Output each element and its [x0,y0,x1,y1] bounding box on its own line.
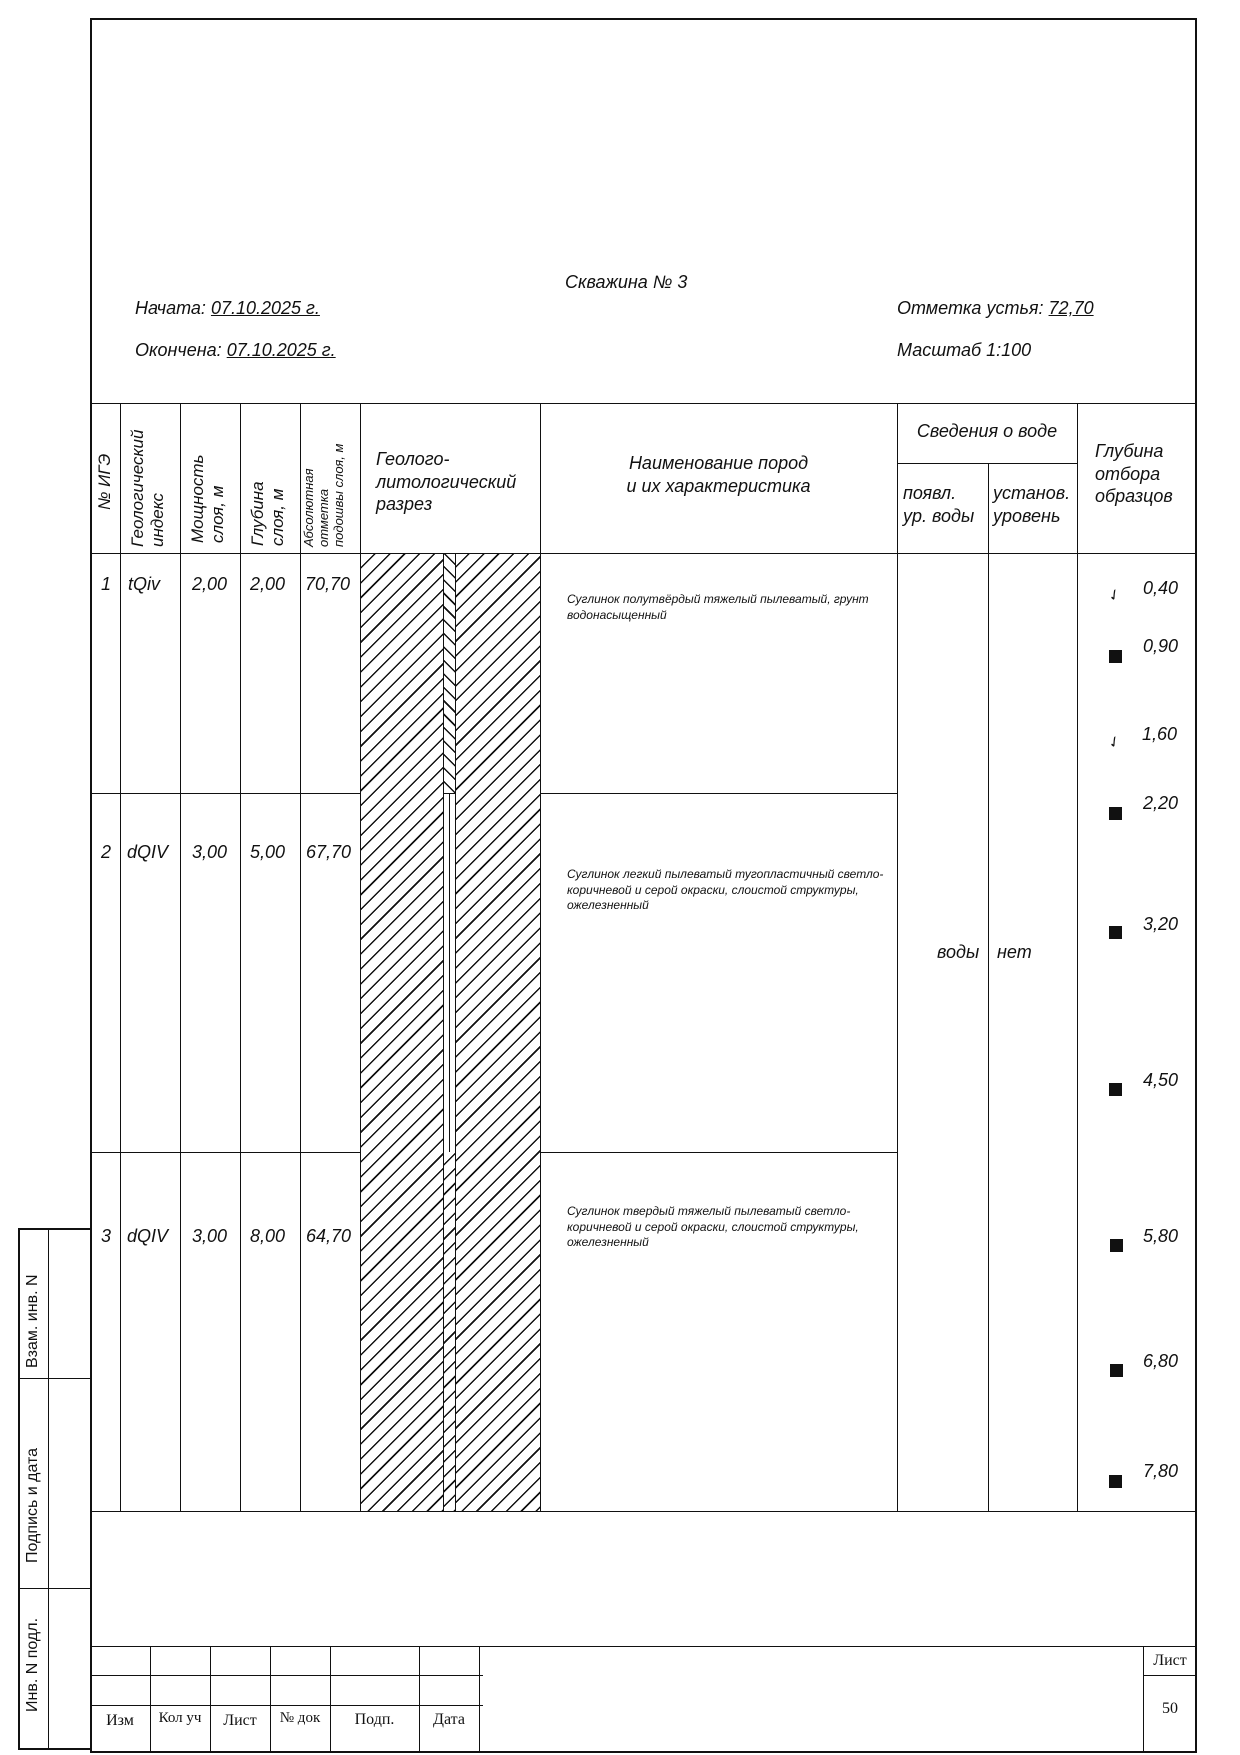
header-geo-index [128,430,167,547]
stamp-line [90,1705,483,1706]
row2-index: dQIV [127,842,169,862]
header-rock-name [540,452,897,497]
row3-index: dQIV [127,1226,169,1246]
header-sample-depth [1095,440,1173,508]
col-line [897,403,898,1511]
row3-depth: 8,00 [250,1226,286,1246]
monolith-sample-icon [1110,1239,1123,1252]
side-strip-line [18,1588,90,1589]
header-water-group: Сведения о воде [916,421,1058,441]
header-ige: № ИГЭ [95,453,114,510]
stamp-top-line [90,1646,1197,1647]
sample-depth: 2,20 [1143,793,1179,813]
col-line [240,403,241,1511]
orig-inv-label: Инв. N подл. [24,1617,41,1712]
stamp-col [330,1646,331,1753]
header-lithology [376,448,516,516]
col-line [1077,403,1078,1511]
finished-value: 07.10.2025 г. [226,340,336,360]
header-water-set [993,482,1070,527]
monolith-sample-icon [1110,1364,1123,1377]
sample-depth: 3,20 [1143,914,1179,934]
header-line: Мощность [188,454,207,543]
monolith-sample-icon [1109,650,1122,663]
row2-description: Суглинок легкий пылеватый тугопластичный светло-коричневой и серой окраски, слоистой структуры, ожелезненный [567,867,884,913]
lithology-strip-center [449,793,450,1152]
stamp-col [210,1646,211,1753]
sign-date-label: Подпись и дата [24,1447,41,1563]
header-line: и их характеристика [626,475,811,496]
stamp-col [150,1646,151,1753]
col-line [988,463,989,1511]
row3-abs: 64,70 [306,1226,352,1246]
scale-label: Масштаб 1:100 [897,340,1032,360]
water-set-value: нет [997,942,1032,962]
header-line: Глубина [248,481,267,546]
monolith-sample-icon [1109,1475,1122,1488]
lithology-hatch-right [455,554,540,1511]
row1-depth: 2,00 [250,574,286,594]
header-abs-mark [302,444,347,547]
stamp-col [479,1646,480,1753]
sheet-number: 50 [1162,1700,1178,1717]
sample-depth: 4,50 [1143,1070,1179,1090]
row2-abs: 67,70 [306,842,352,862]
stamp-col-izm: Изм [106,1712,134,1729]
col-line [300,403,301,1511]
row1-thickness: 2,00 [192,574,228,594]
sample-depth: 0,90 [1143,636,1179,656]
header-line: слоя, м [207,485,227,543]
water-appear-value: воды [937,942,980,962]
row3-ige: 3 [101,1226,112,1246]
header-line: ур. воды [903,505,975,526]
water-header-divider [897,463,1077,464]
table-top-line [90,403,1197,404]
sample-depth: 6,80 [1143,1351,1179,1371]
monolith-sample-icon [1109,926,1122,939]
stamp-col [419,1646,420,1753]
header-line: Геологический [128,429,147,547]
mouth-label: Отметка устья: [897,298,1044,318]
row3-description: Суглинок твердый тяжелый пылеватый светло-коричневой и серой окраски, слоистой структуры, ожелезненный [567,1204,859,1250]
row1-description: Суглинок полутвёрдый тяжелый пылеватый, грунт водонасыщенный [567,592,869,622]
header-depth [248,481,287,546]
header-line: появл. [903,483,957,503]
lithology-strip-layer3 [443,1152,455,1511]
stamp-line [1143,1675,1197,1676]
header-line: отбора [1095,463,1161,484]
stamp-col-sign: Подп. [354,1711,395,1728]
sample-depth: 1,60 [1142,724,1178,744]
row2-depth: 5,00 [250,842,286,862]
started-value: 07.10.2025 г. [210,298,320,318]
stamp-col-list: Лист [223,1712,257,1729]
header-line: уровень [993,505,1061,526]
header-line: Наименование пород [628,453,809,473]
sample-depth: 7,80 [1143,1461,1179,1481]
header-line: разрез [376,494,433,514]
lithology-strip-line [443,554,444,1511]
stamp-line [90,1675,483,1676]
mouth-mark-line [897,298,1094,319]
row3-thickness: 3,00 [192,1226,228,1246]
header-line: слоя, м [267,488,287,546]
borehole-title: Скважина № 3 [565,272,688,292]
header-line: установ. [993,483,1071,503]
header-line: подошвы слоя, м [330,443,346,547]
started-line [135,298,320,319]
col-line [120,403,121,1511]
stamp-col [270,1646,271,1753]
lithology-hatch-left [361,554,443,1511]
row1-index: tQiv [128,574,161,594]
stamp-col-date: Дата [433,1711,465,1728]
header-line: индекс [147,493,167,547]
header-bottom-line [90,553,1197,554]
row1-abs: 70,70 [305,574,351,594]
col-line [540,403,541,1511]
disturbed-sample-icon: ✓ [1104,584,1125,606]
header-line: отметка [315,488,331,547]
mouth-value: 72,70 [1048,298,1094,318]
lithology-strip-layer1 [443,554,455,793]
sample-depth: 5,80 [1143,1226,1179,1246]
stamp-col-doc: № док [279,1710,321,1726]
row2-ige: 2 [101,842,112,862]
disturbed-sample-icon: ✓ [1104,731,1125,753]
lithology-strip-line [455,554,456,1511]
stamp-col-kol: Кол уч [158,1710,202,1726]
header-water-appear [903,482,974,527]
table-bottom-line [90,1511,1197,1512]
finished-line [135,340,336,361]
header-line: литологический [376,471,517,492]
header-line: Геолого- [376,449,450,469]
replace-inv-label: Взам. инв. N [24,1274,41,1368]
header-line: образцов [1095,486,1173,506]
finished-label: Окончена: [135,340,222,360]
row2-thickness: 3,00 [192,842,228,862]
side-strip-divider [48,1228,49,1750]
started-label: Начата: [135,298,206,318]
row1-ige: 1 [101,574,112,594]
header-line: Абсолютная [301,468,316,547]
monolith-sample-icon [1109,807,1122,820]
col-line [180,403,181,1511]
header-thickness [188,455,227,544]
side-strip-line [18,1378,90,1379]
sample-depth: 0,40 [1143,578,1179,598]
sheet-label: Лист [1153,1652,1187,1669]
monolith-sample-icon [1109,1083,1122,1096]
header-line: Глубина [1095,441,1164,461]
